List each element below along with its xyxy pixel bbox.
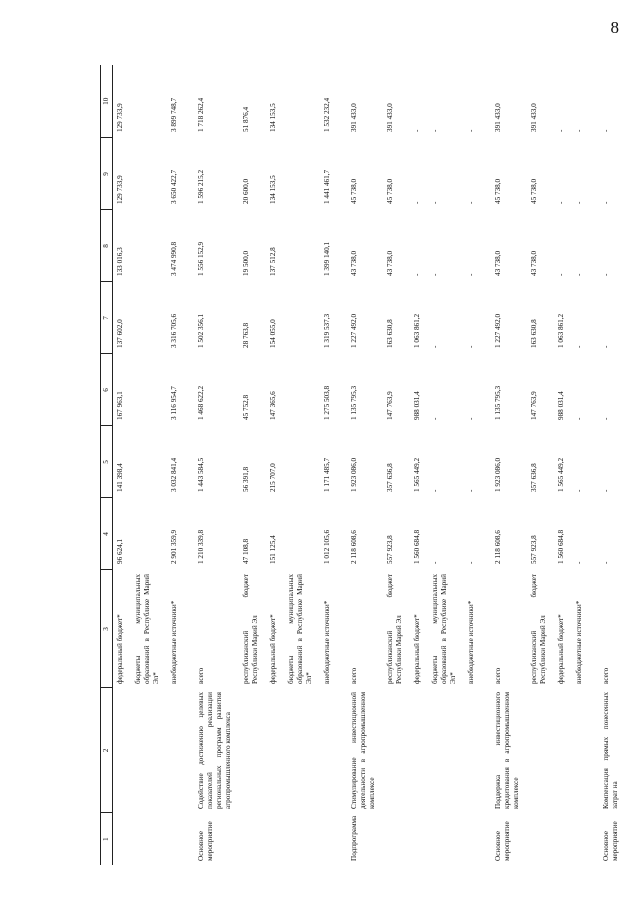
value-cell: - (431, 273, 439, 276)
value-cell: - (431, 417, 439, 420)
value-cell: 19 500,0 (242, 250, 250, 276)
value-cell: - (467, 417, 475, 420)
status-cell (464, 813, 482, 865)
value-cell: - (467, 561, 475, 564)
table-row (185, 65, 239, 865)
value-cell: - (467, 345, 475, 348)
source-cell: внебюджетные источники* (575, 600, 583, 684)
name-cell (572, 688, 590, 813)
value-cell: 151 125,4 (269, 535, 277, 564)
value-cell: 3 032 841,4 (170, 457, 178, 492)
value-cell: - (431, 561, 439, 564)
column-header: 10 (101, 65, 113, 138)
value-cell: - (602, 129, 610, 132)
name-cell (320, 688, 338, 813)
value-cell: 391 433,0 (494, 103, 502, 132)
status-cell (167, 813, 185, 865)
value-cell: - (467, 489, 475, 492)
value-cell: 357 636,8 (386, 463, 394, 492)
value-cell: 2 118 608,6 (494, 530, 502, 564)
table-row (383, 65, 410, 865)
table-row (527, 65, 554, 865)
table-row (113, 65, 132, 865)
value-cell: 391 433,0 (350, 103, 358, 132)
table-row (482, 65, 527, 865)
source-cell: федеральный бюджет* (116, 614, 124, 684)
name-cell (266, 688, 284, 813)
value-cell (131, 210, 167, 282)
value-cell: 1 063 861,2 (413, 313, 421, 348)
source-cell: республиканский бюджет Республики Марий Эл (386, 574, 403, 684)
name-cell (428, 688, 464, 813)
status-cell: Подпрограмма (350, 815, 358, 861)
value-cell: - (467, 201, 475, 204)
value-cell: 1 560 684,8 (413, 529, 421, 564)
value-cell: 391 433,0 (530, 103, 538, 132)
value-cell: 141 398,4 (116, 463, 124, 492)
source-cell: федеральный бюджет* (557, 614, 565, 684)
table-row (410, 65, 428, 865)
value-cell: 1 560 684,8 (557, 529, 565, 564)
source-cell: бюджеты муниципальных образований в Республике Марий Эл* (431, 574, 457, 684)
value-cell: - (575, 273, 583, 276)
value-cell: 1 135 795,3 (350, 385, 358, 420)
table-body (113, 65, 627, 865)
source-cell: внебюджетные источники* (170, 600, 178, 684)
value-cell: - (557, 129, 565, 132)
name-cell (131, 688, 167, 813)
value-cell: 28 763,8 (242, 322, 250, 348)
value-cell: 1 441 461,7 (323, 169, 331, 204)
value-cell: 137 602,0 (116, 319, 124, 348)
table-row (131, 65, 167, 865)
value-cell: 1 443 584,5 (197, 457, 205, 492)
column-header: 2 (101, 688, 113, 813)
status-cell: Основное мероприятие (197, 821, 214, 861)
column-header: 1 (101, 813, 113, 865)
value-cell: - (557, 273, 565, 276)
table-row (239, 65, 266, 865)
value-cell: 45 738,0 (494, 178, 502, 204)
rotated-page (0, 65, 619, 905)
status-cell (554, 813, 572, 865)
value-cell: 1 565 449,2 (557, 457, 565, 492)
value-cell: 1 502 356,1 (197, 313, 205, 348)
source-cell: бюджеты муниципальных образований в Республике Марий Эл* (134, 574, 160, 684)
table-row (428, 65, 464, 865)
value-cell: 147 763,9 (386, 391, 394, 420)
status-cell (239, 813, 266, 865)
value-cell (284, 65, 320, 138)
value-cell: 20 600,0 (242, 178, 250, 204)
value-cell: 45 738,0 (530, 178, 538, 204)
value-cell: - (575, 561, 583, 564)
value-cell: - (431, 345, 439, 348)
value-cell: - (431, 129, 439, 132)
value-cell: 1 063 861,2 (557, 313, 565, 348)
value-cell: 1 210 339,8 (197, 529, 205, 564)
status-cell: Основное мероприятие (494, 821, 511, 861)
value-cell: - (575, 129, 583, 132)
value-cell: 163 630,8 (530, 319, 538, 348)
value-cell: 56 391,8 (242, 466, 250, 492)
name-cell (284, 688, 320, 813)
table-row (572, 65, 590, 865)
value-cell: - (575, 201, 583, 204)
value-cell: 1 227 492,0 (350, 313, 358, 348)
column-header: 7 (101, 282, 113, 354)
table-row (266, 65, 284, 865)
table-row (338, 65, 383, 865)
value-cell: 45 738,0 (386, 178, 394, 204)
value-cell (284, 138, 320, 210)
status-cell: Основное мероприятие (602, 821, 619, 861)
status-cell (266, 813, 284, 865)
source-cell: всего (602, 667, 610, 684)
value-cell: 391 433,0 (386, 103, 394, 132)
value-cell: 134 153,5 (269, 175, 277, 204)
value-cell: 1 135 795,3 (494, 385, 502, 420)
value-cell: 1 319 537,3 (323, 313, 331, 348)
table-header (101, 65, 113, 865)
source-cell: республиканский бюджет Республики Марий Эл (530, 574, 547, 684)
value-cell: 557 923,8 (530, 535, 538, 564)
name-cell: Поддержка инвестиционного кредитования в агропромышленном комплексе (494, 692, 520, 809)
value-cell (131, 498, 167, 570)
value-cell: 1 275 503,8 (323, 385, 331, 420)
name-cell (464, 688, 482, 813)
value-cell: - (602, 561, 610, 564)
page-number: 8 (610, 18, 619, 37)
value-cell: - (602, 201, 610, 204)
column-header: 8 (101, 210, 113, 282)
value-cell: 147 763,9 (530, 391, 538, 420)
value-cell: - (431, 489, 439, 492)
name-cell (167, 688, 185, 813)
budget-table (100, 65, 626, 865)
table-row (320, 65, 338, 865)
name-cell (527, 688, 554, 813)
name-cell (113, 688, 132, 813)
value-cell: 357 636,8 (530, 463, 538, 492)
value-cell: 133 016,3 (116, 247, 124, 276)
value-cell: 1 012 105,6 (323, 529, 331, 564)
value-cell (284, 282, 320, 354)
header-row (101, 65, 113, 865)
name-cell: Стимулирование инвестиционной деятельности в агропромышленном комплексе (350, 692, 376, 809)
value-cell: 147 365,6 (269, 391, 277, 420)
value-cell: - (575, 417, 583, 420)
value-cell: 1 227 492,0 (494, 313, 502, 348)
source-cell: бюджеты муниципальных образований в Республике Марий Эл* (287, 574, 313, 684)
source-cell: федеральный бюджет* (269, 614, 277, 684)
value-cell: - (413, 201, 421, 204)
value-cell: 1 718 262,4 (197, 97, 205, 132)
table-row (590, 65, 626, 865)
value-cell (131, 65, 167, 138)
status-cell (383, 813, 410, 865)
value-cell: 1 923 086,0 (494, 457, 502, 492)
status-cell (572, 813, 590, 865)
value-cell: 129 733,9 (116, 103, 124, 132)
value-cell: 1 556 152,9 (197, 241, 205, 276)
column-header: 9 (101, 138, 113, 210)
value-cell: - (413, 273, 421, 276)
status-cell (320, 813, 338, 865)
value-cell: 43 738,0 (494, 250, 502, 276)
name-cell (410, 688, 428, 813)
source-cell: республиканский бюджет Республики Марий Эл (242, 574, 259, 684)
name-cell (554, 688, 572, 813)
value-cell: 43 738,0 (350, 250, 358, 276)
column-header: 3 (101, 570, 113, 688)
value-cell: - (467, 129, 475, 132)
column-header: 5 (101, 426, 113, 498)
value-cell (284, 210, 320, 282)
source-cell: внебюджетные источники* (467, 600, 475, 684)
value-cell: 47 108,8 (242, 538, 250, 564)
value-cell: 154 055,0 (269, 319, 277, 348)
value-cell (284, 354, 320, 426)
value-cell: 134 153,5 (269, 103, 277, 132)
value-cell: 96 624,1 (116, 538, 124, 564)
value-cell: - (413, 129, 421, 132)
value-cell: 43 738,0 (530, 250, 538, 276)
value-cell (284, 426, 320, 498)
value-cell: 45 752,8 (242, 394, 250, 420)
value-cell: - (575, 345, 583, 348)
value-cell: - (467, 273, 475, 276)
table-row (464, 65, 482, 865)
value-cell (131, 138, 167, 210)
name-cell (383, 688, 410, 813)
value-cell: 1 923 086,0 (350, 457, 358, 492)
value-cell: 167 963,1 (116, 391, 124, 420)
value-cell: 3 316 705,6 (170, 313, 178, 348)
source-cell: всего (494, 667, 502, 684)
value-cell: 3 474 990,8 (170, 241, 178, 276)
value-cell: 51 876,4 (242, 106, 250, 132)
value-cell: - (602, 489, 610, 492)
column-header: 6 (101, 354, 113, 426)
value-cell (284, 498, 320, 570)
name-cell: Компенсация прямых понесенных затрат на (602, 692, 619, 809)
column-header: 4 (101, 498, 113, 570)
value-cell: 129 733,9 (116, 175, 124, 204)
value-cell (131, 282, 167, 354)
source-cell: федеральный бюджет* (413, 614, 421, 684)
status-cell (113, 813, 132, 865)
source-cell: внебюджетные источники* (323, 600, 331, 684)
status-cell (410, 813, 428, 865)
status-cell (284, 813, 320, 865)
value-cell: 988 031,4 (557, 391, 565, 420)
name-cell (239, 688, 266, 813)
value-cell: 1 399 140,1 (323, 241, 331, 276)
value-cell: - (602, 273, 610, 276)
table-row (554, 65, 572, 865)
table-row (167, 65, 185, 865)
value-cell: 43 738,0 (386, 250, 394, 276)
source-cell: всего (197, 667, 205, 684)
value-cell: 1 532 232,4 (323, 97, 331, 132)
value-cell: 1 468 622,2 (197, 385, 205, 420)
value-cell: - (602, 345, 610, 348)
value-cell: 3 650 422,7 (170, 169, 178, 204)
table-row (284, 65, 320, 865)
value-cell: 1 565 449,2 (413, 457, 421, 492)
name-cell: Содействие достижению целевых показателей реализации региональных программ развития агропромышленного комплекса (197, 692, 232, 809)
value-cell: - (575, 489, 583, 492)
value-cell: 163 630,8 (386, 319, 394, 348)
value-cell: 137 512,8 (269, 247, 277, 276)
status-cell (428, 813, 464, 865)
value-cell (131, 354, 167, 426)
value-cell: 45 738,0 (350, 178, 358, 204)
value-cell: 3 899 748,7 (170, 97, 178, 132)
value-cell: 215 707,0 (269, 463, 277, 492)
value-cell: - (602, 417, 610, 420)
value-cell: 557 923,8 (386, 535, 394, 564)
value-cell: - (557, 201, 565, 204)
source-cell: всего (350, 667, 358, 684)
value-cell: 3 116 954,7 (170, 386, 178, 420)
value-cell: 2 901 359,9 (170, 529, 178, 564)
value-cell: 1 596 215,2 (197, 169, 205, 204)
value-cell (131, 426, 167, 498)
value-cell: 2 118 608,6 (350, 530, 358, 564)
status-cell (131, 813, 167, 865)
value-cell: 988 031,4 (413, 391, 421, 420)
value-cell: 1 171 485,7 (323, 457, 331, 492)
value-cell: - (431, 201, 439, 204)
status-cell (527, 813, 554, 865)
